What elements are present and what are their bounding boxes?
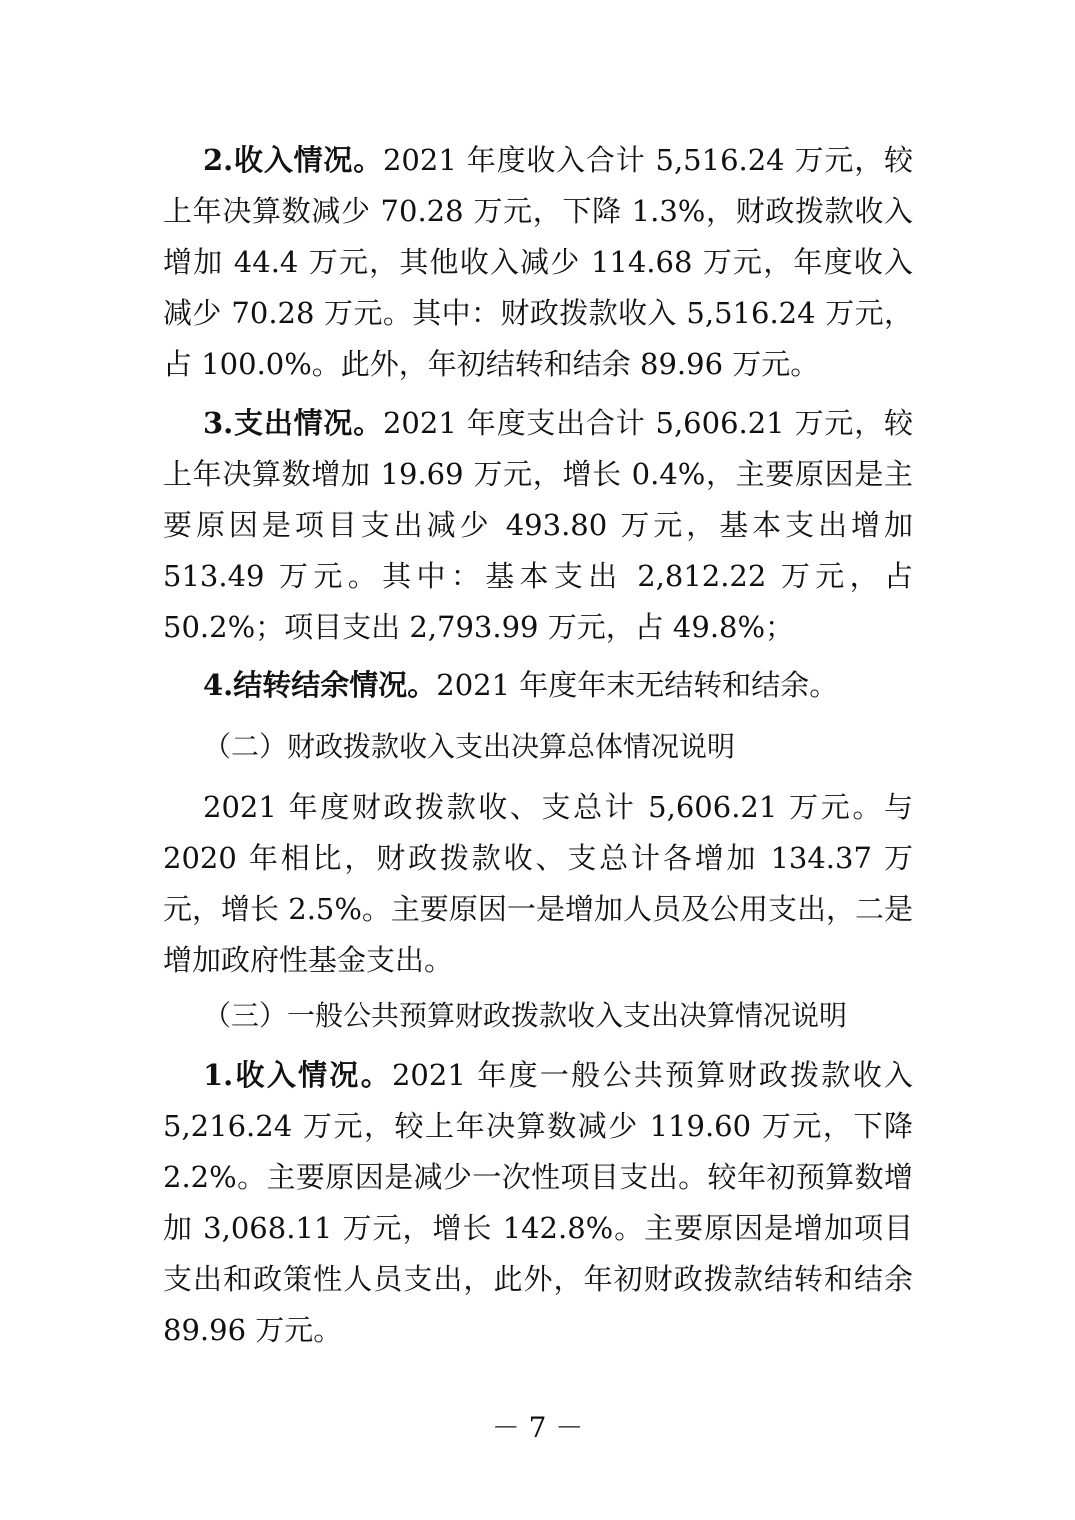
carryover-paragraph bbox=[163, 660, 913, 711]
page-number: － 7 － bbox=[491, 1411, 584, 1444]
expenditure-lead: 3.支出情况。 bbox=[203, 406, 383, 440]
general-income-body: 2021 年度一般公共预算财政拨款收入 5,216.24 万元，较上年决算数减少 119.60 万元，下降 2.2%。主要原因是减少一次性项目支出。较年初预算数增加 3,068.11 万元，增长 142.8%。主要原因是增加项目支出和政策性人员支出，此外，年初财政拨款结转和结余 89.96 万元。 bbox=[163, 1058, 913, 1347]
carryover-lead: 4.结转结余情况。 bbox=[203, 668, 437, 702]
general-heading: （三）一般公共预算财政拨款收入支出决算情况说明 bbox=[203, 999, 848, 1032]
fiscal-heading: （二）财政拨款收入支出决算总体情况说明 bbox=[203, 730, 736, 763]
fiscal-paragraph: 2021 年度财政拨款收、支总计 5,606.21 万元。与 2020 年相比，财政拨款收、支总计各增加 134.37 万元，增长 2.5%。主要原因一是增加人员及公用支出，二是增加政府性基金支出。 bbox=[163, 790, 913, 977]
income-lead: 2.收入情况。 bbox=[203, 143, 383, 177]
income-paragraph bbox=[163, 135, 913, 390]
general-income-paragraph bbox=[163, 1050, 913, 1356]
expenditure-paragraph bbox=[163, 398, 913, 653]
income-body: 2021 年度收入合计 5,516.24 万元，较上年决算数减少 70.28 万元，下降 1.3%，财政拨款收入增加 44.4 万元，其他收入减少 114.68 万元，年度收入减少 70.28 万元。其中：财政拨款收入 5,516.24 万元，占 100.0%。此外，年初结转和结余 89.96 万元。 bbox=[163, 143, 913, 381]
general-income-lead: 1.收入情况。 bbox=[203, 1058, 392, 1092]
expenditure-body: 2021 年度支出合计 5,606.21 万元，较上年决算数增加 19.69 万元，增长 0.4%，主要原因是主要原因是项目支出减少 493.80 万元，基本支出增加 513.49 万元。其中：基本支出 2,812.22 万元，占 50.2%；项目支出 2,793.99 万元，占 49.8%； bbox=[163, 406, 913, 644]
carryover-body: 2021 年度年末无结转和结余。 bbox=[436, 668, 839, 702]
